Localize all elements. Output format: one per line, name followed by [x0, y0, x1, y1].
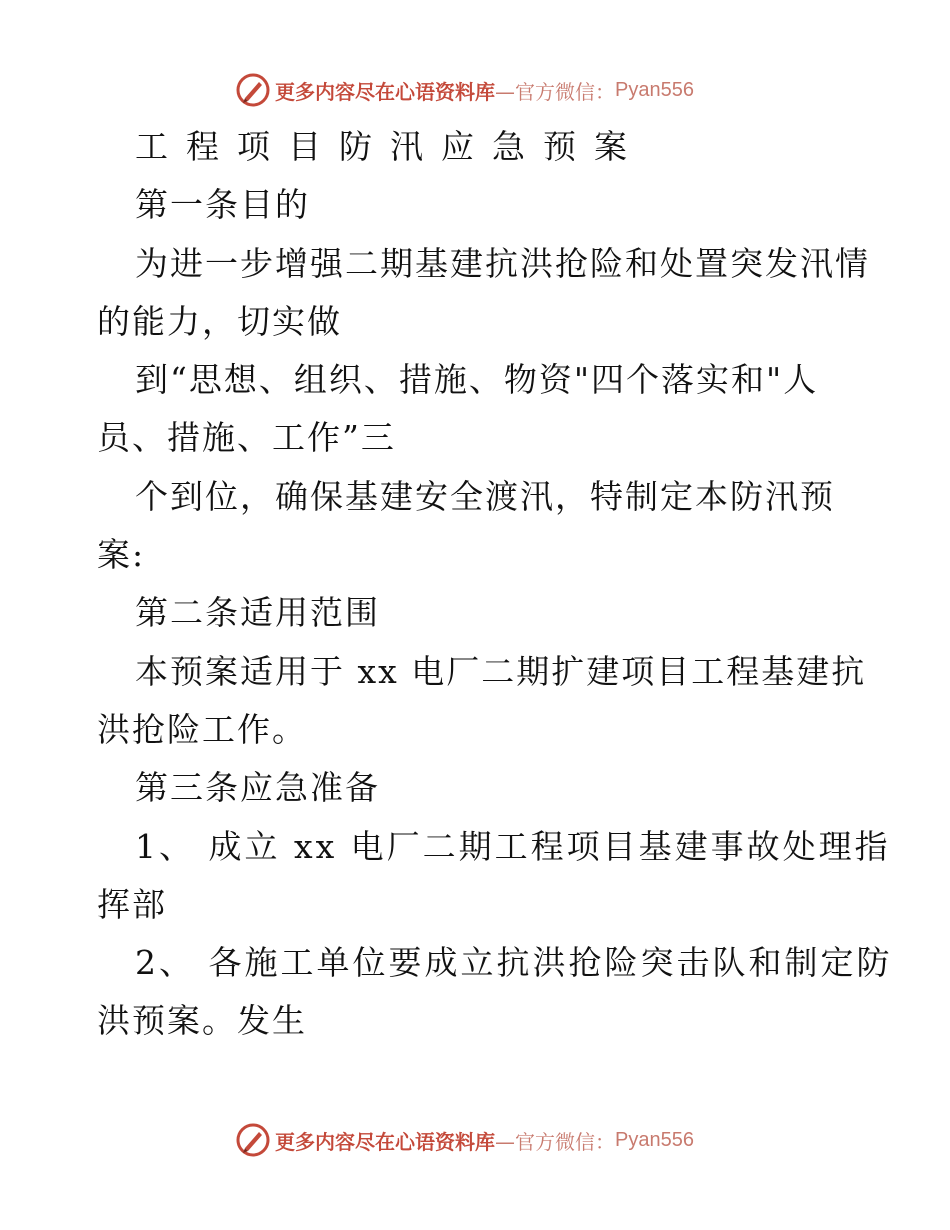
list-item: 2、 各施工单位要成立抗洪抢险突击队和制定防	[135, 943, 893, 983]
list-item-continuation: 挥部	[97, 884, 167, 924]
paragraph-line: 员、措施、工作”三	[97, 418, 396, 458]
paragraph-line: 洪抢险工作。	[97, 709, 307, 749]
section-heading: 第二条适用范围	[135, 593, 380, 633]
section-heading: 第一条目的	[135, 185, 310, 225]
document-body	[97, 118, 893, 1051]
watermark-main-text: 更多内容尽在心语资料库	[275, 79, 495, 104]
watermark-main-text: 更多内容尽在心语资料库	[275, 1129, 495, 1154]
paragraph-line: 个到位，确保基建安全渡汛，特制定本防汛预	[135, 476, 835, 516]
paragraph-line: 为进一步增强二期基建抗洪抢险和处置突发汛情	[135, 243, 870, 283]
paragraph-line: 到“思想、组织、措施、物资"四个落实和"人	[135, 360, 819, 400]
list-item-continuation: 洪预案。发生	[97, 1001, 307, 1041]
watermark-id-text: Pyan556	[615, 1128, 694, 1151]
document-title: 工程项目防汛应急预案	[135, 127, 645, 166]
watermark-id-text: Pyan556	[615, 78, 694, 101]
paragraph-line: 案:	[97, 535, 146, 575]
paragraph-line: 本预案适用于 xx 电厂二期扩建项目工程基建抗	[135, 651, 867, 691]
footer-watermark	[235, 1120, 694, 1160]
pen-logo-icon	[235, 72, 271, 108]
header-watermark	[235, 70, 694, 110]
watermark-sub-text: —官方微信：	[495, 79, 615, 104]
section-heading: 第三条应急准备	[135, 768, 380, 808]
paragraph-line: 的能力，切实做	[97, 301, 342, 341]
watermark-sub-text: —官方微信：	[495, 1129, 615, 1154]
pen-logo-icon	[235, 1122, 271, 1158]
list-item: 1、 成立 xx 电厂二期工程项目基建事故处理指	[135, 826, 891, 866]
